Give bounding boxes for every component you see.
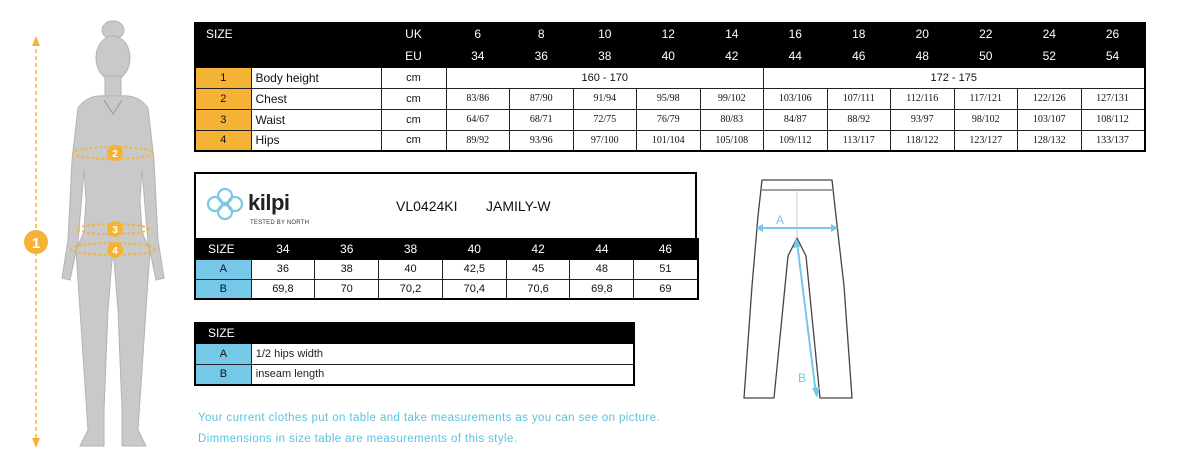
product-size-table	[194, 238, 699, 300]
size-col: 46	[634, 239, 698, 259]
value-cell: 83/86	[446, 88, 510, 109]
eu-size: 36	[510, 45, 574, 67]
unit: cm	[381, 109, 446, 130]
eu-size: 52	[1018, 45, 1082, 67]
value-cell: 101/104	[637, 130, 701, 151]
value-cell: 123/127	[954, 130, 1018, 151]
uk-size: 10	[573, 23, 637, 45]
eu-size: 38	[573, 45, 637, 67]
row-label: A	[195, 259, 251, 279]
value-cell: 93/97	[891, 109, 955, 130]
value-cell: 45	[506, 259, 570, 279]
height-range: 172 - 175	[764, 67, 1145, 88]
value-cell: 103/107	[1018, 109, 1082, 130]
value-cell: 88/92	[827, 109, 891, 130]
value-cell: 42,5	[442, 259, 506, 279]
table-row	[195, 88, 1145, 109]
brand-tagline: TESTED BY NORTH	[250, 220, 310, 226]
size-col: 40	[442, 239, 506, 259]
value-cell: 76/79	[637, 109, 701, 130]
marker-4	[107, 242, 123, 258]
value-cell: 87/90	[510, 88, 574, 109]
eu-size: 34	[446, 45, 510, 67]
eu-size: 46	[827, 45, 891, 67]
value-cell: 91/94	[573, 88, 637, 109]
value-cell: 89/92	[446, 130, 510, 151]
table-row	[195, 259, 698, 279]
row-number: 1	[195, 67, 251, 88]
value-cell: 69,8	[251, 279, 315, 299]
value-cell: 51	[634, 259, 698, 279]
svg-text:4: 4	[112, 246, 118, 257]
uk-size: 14	[700, 23, 764, 45]
value-cell: 69,8	[570, 279, 634, 299]
value-cell: 113/117	[827, 130, 891, 151]
table-row	[195, 130, 1145, 151]
value-cell: 107/111	[827, 88, 891, 109]
marker-3	[107, 221, 123, 237]
uk-size: 12	[637, 23, 701, 45]
instruction-note: Your current clothes put on table and take measurements as you can see on picture.	[198, 412, 660, 424]
value-cell: 118/122	[891, 130, 955, 151]
table-row	[195, 364, 634, 385]
svg-text:3: 3	[112, 225, 118, 236]
legend-description: inseam length	[251, 364, 634, 385]
value-cell: 98/102	[954, 109, 1018, 130]
table-row	[195, 343, 634, 364]
measure-name: Waist	[251, 109, 381, 130]
value-cell: 38	[315, 259, 379, 279]
eu-size: 44	[764, 45, 828, 67]
table-row	[195, 279, 698, 299]
instruction-note: Dimmensions in size table are measurements of this style.	[198, 433, 518, 445]
uk-size: 16	[764, 23, 828, 45]
table-row	[195, 109, 1145, 130]
unit: cm	[381, 130, 446, 151]
value-cell: 122/126	[1018, 88, 1082, 109]
value-cell: 117/121	[954, 88, 1018, 109]
value-cell: 105/108	[700, 130, 764, 151]
eu-size: 54	[1081, 45, 1145, 67]
measure-name: Chest	[251, 88, 381, 109]
product-style-name: JAMILY-W	[486, 198, 551, 214]
knot-icon	[204, 186, 246, 222]
table-row	[195, 67, 1145, 88]
value-cell: 64/67	[446, 109, 510, 130]
measurement-legend-table	[194, 322, 635, 386]
uk-size: 18	[827, 23, 891, 45]
measure-name: Body height	[251, 67, 381, 88]
eu-size: 50	[954, 45, 1018, 67]
value-cell: 133/137	[1081, 130, 1145, 151]
size-col: 38	[379, 239, 443, 259]
unit: cm	[381, 88, 446, 109]
eu-label: EU	[381, 45, 446, 67]
value-cell: 36	[251, 259, 315, 279]
value-cell: 109/112	[764, 130, 828, 151]
brand-name: kilpi	[248, 190, 290, 215]
uk-size: 6	[446, 23, 510, 45]
svg-text:1: 1	[31, 235, 41, 252]
body-size-table	[194, 22, 1146, 152]
row-number: 3	[195, 109, 251, 130]
body-measurement-figure	[18, 10, 188, 455]
row-label: A	[195, 343, 251, 364]
uk-size: 24	[1018, 23, 1082, 45]
product-code: VL0424KI	[396, 198, 458, 214]
row-label: B	[195, 364, 251, 385]
value-cell: 70	[315, 279, 379, 299]
value-cell: 48	[570, 259, 634, 279]
row-number: 2	[195, 88, 251, 109]
value-cell: 84/87	[764, 109, 828, 130]
value-cell: 128/132	[1018, 130, 1082, 151]
unit: cm	[381, 67, 446, 88]
value-cell: 72/75	[573, 109, 637, 130]
value-cell: 93/96	[510, 130, 574, 151]
uk-label: UK	[381, 23, 446, 45]
value-cell: 99/102	[700, 88, 764, 109]
size-col: 34	[251, 239, 315, 259]
value-cell: 70,4	[442, 279, 506, 299]
value-cell: 70,6	[506, 279, 570, 299]
value-cell: 108/112	[1081, 109, 1145, 130]
measure-a-label: A	[776, 213, 785, 227]
value-cell: 97/100	[573, 130, 637, 151]
row-number: 4	[195, 130, 251, 151]
value-cell: 80/83	[700, 109, 764, 130]
value-cell: 68/71	[510, 109, 574, 130]
uk-size: 26	[1081, 23, 1145, 45]
row-label: B	[195, 279, 251, 299]
eu-size: 40	[637, 45, 701, 67]
size-header: SIZE	[195, 239, 251, 259]
measure-b-label: B	[798, 371, 807, 385]
marker-1	[24, 230, 48, 254]
product-header	[194, 172, 697, 238]
eu-size: 42	[700, 45, 764, 67]
size-col: 36	[315, 239, 379, 259]
uk-size: 8	[510, 23, 574, 45]
value-cell: 103/106	[764, 88, 828, 109]
value-cell: 40	[379, 259, 443, 279]
measure-name: Hips	[251, 130, 381, 151]
pants-measurement-diagram	[740, 176, 855, 404]
svg-text:2: 2	[112, 149, 118, 160]
value-cell: 112/116	[891, 88, 955, 109]
eu-size: 48	[891, 45, 955, 67]
value-cell: 95/98	[637, 88, 701, 109]
size-col: 44	[570, 239, 634, 259]
uk-size: 20	[891, 23, 955, 45]
size-header: SIZE	[195, 23, 251, 45]
height-range: 160 - 170	[446, 67, 764, 88]
kilpi-logo	[204, 184, 324, 234]
value-cell: 69	[634, 279, 698, 299]
marker-2	[107, 145, 123, 161]
value-cell: 70,2	[379, 279, 443, 299]
legend-description: 1/2 hips width	[251, 343, 634, 364]
uk-size: 22	[954, 23, 1018, 45]
value-cell: 127/131	[1081, 88, 1145, 109]
size-header: SIZE	[195, 323, 251, 343]
size-col: 42	[506, 239, 570, 259]
